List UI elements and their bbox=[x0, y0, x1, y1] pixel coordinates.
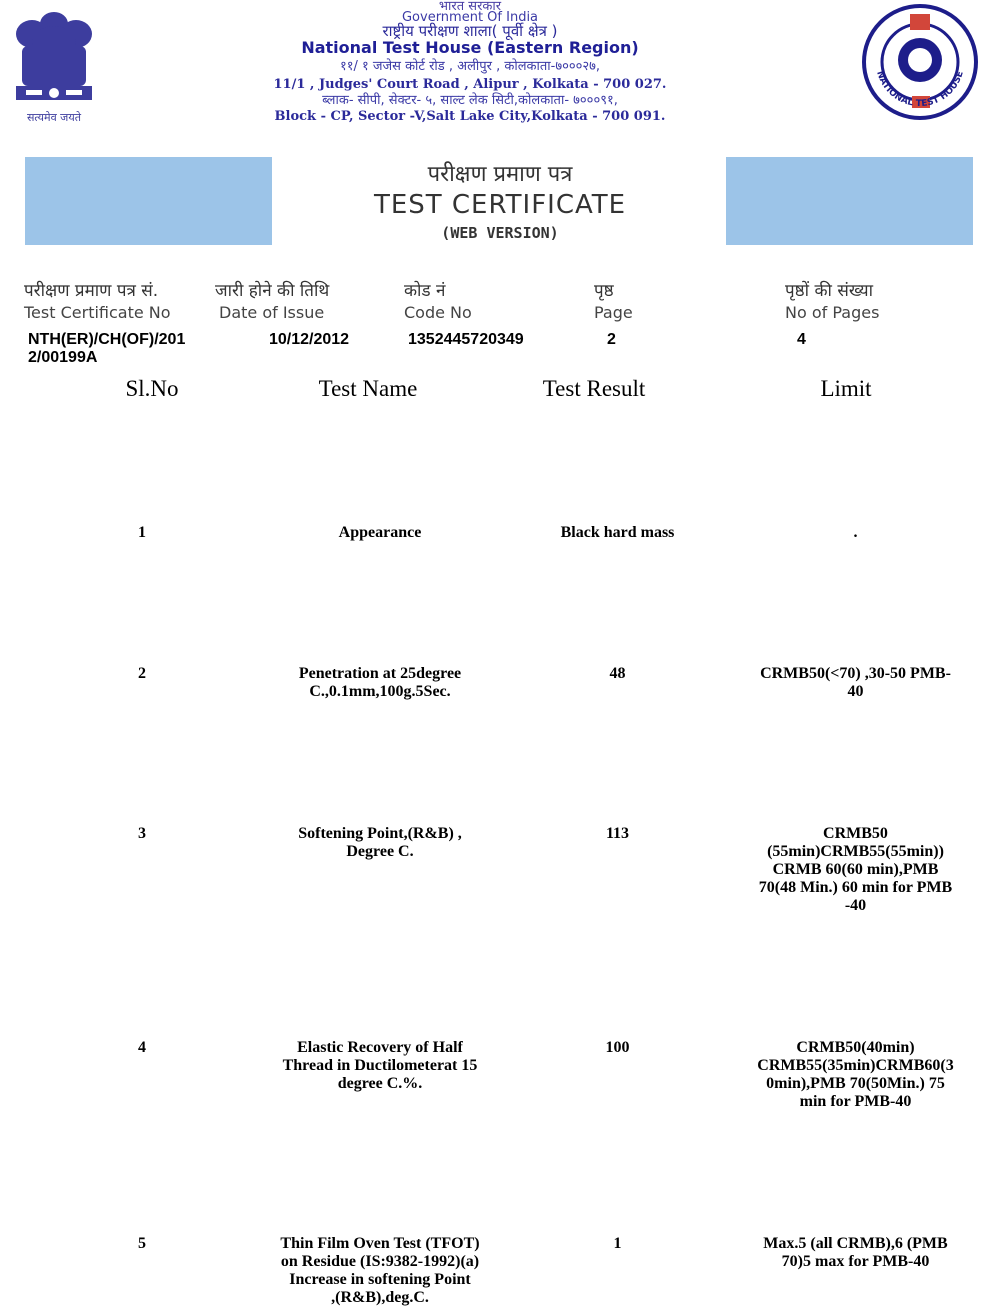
row-test-result bbox=[520, 665, 715, 683]
test-name-line: Penetration at 25degree bbox=[298, 665, 462, 682]
seal-text: NATIONAL TEST HOUSE bbox=[874, 69, 966, 110]
row-test-name bbox=[255, 825, 505, 861]
limit-line: CRMB50(<70) ,30-50 PMB- bbox=[760, 665, 951, 682]
page-label-hindi: पृष्ठ bbox=[594, 281, 614, 301]
page-title: TEST CERTIFICATE bbox=[373, 190, 627, 220]
letterhead-address-2: Block - CP, Sector -V,Salt Lake City,Kolkata - 700 091. bbox=[274, 109, 666, 124]
emblem-motto: सत्यमेव जयते bbox=[26, 111, 82, 124]
letterhead-institution-name: National Test House (Eastern Region) bbox=[301, 38, 639, 57]
header-test-name: Test Name bbox=[318, 376, 418, 401]
limit-line: 70)5 max for PMB-40 bbox=[781, 1253, 930, 1270]
date-label: Date of Issue bbox=[219, 303, 325, 322]
row-limit bbox=[738, 825, 973, 915]
letterhead-hindi-institution: राष्ट्रीय परीक्षण शाला( पूर्वी क्षेत्र ) bbox=[382, 22, 558, 40]
limit-line: CRMB50 bbox=[823, 825, 888, 842]
row-limit bbox=[738, 665, 973, 701]
pages-label-hindi: पृष्ठों की संख्या bbox=[785, 281, 874, 301]
limit-line: CRMB55(35min)CRMB60(3 bbox=[757, 1057, 954, 1074]
letterhead-hindi-address-1: ११/ १ जजेस कोर्ट रोड , अलीपुर , कोलकाता-७०००२७, bbox=[339, 59, 601, 74]
national-emblem-logo bbox=[2, 2, 106, 126]
letterhead-hindi-address-2: ब्लाक- सीपी, सेक्टर- ५, साल्ट लेक सिटी,कोलकाता- ७०००९१, bbox=[322, 93, 618, 108]
title-band-left bbox=[25, 157, 272, 245]
row-limit bbox=[738, 524, 973, 542]
letterhead-hindi-government: भारत सरकार bbox=[438, 0, 502, 14]
ntn-seal-logo bbox=[856, 2, 984, 122]
test-name-line: Thread in Ductilometerat 15 bbox=[282, 1057, 478, 1074]
limit-line: CRMB50(40min) bbox=[796, 1039, 915, 1056]
code-label-hindi: कोड नं bbox=[404, 281, 446, 301]
title-band-right bbox=[726, 157, 973, 245]
pages-value: 4 bbox=[797, 331, 806, 348]
test-result-line: 48 bbox=[609, 665, 626, 682]
test-name-line: Appearance bbox=[338, 524, 422, 541]
row-test-result bbox=[520, 825, 715, 843]
limit-line: CRMB 60(60 min),PMB bbox=[772, 861, 939, 878]
page-label: Page bbox=[594, 303, 633, 322]
title-web-version: (WEB VERSION) bbox=[441, 224, 559, 242]
row-test-name bbox=[255, 1235, 505, 1307]
cert-no-value-line1: NTH(ER)/CH(OF)/201 bbox=[28, 331, 186, 348]
limit-line: 70(48 Min.) 60 min for PMB bbox=[758, 879, 953, 896]
test-name-line: Thin Film Oven Test (TFOT) bbox=[280, 1235, 480, 1252]
row-sl-no: 5 bbox=[138, 1235, 146, 1252]
cert-no-label: Test Certificate No bbox=[24, 303, 171, 322]
letterhead-address-1: 11/1 , Judges' Court Road , Alipur , Kolkata - 700 027. bbox=[273, 77, 667, 92]
test-result-line: 113 bbox=[605, 825, 630, 842]
row-limit bbox=[738, 1235, 973, 1271]
limit-line: . bbox=[853, 524, 858, 541]
row-sl-no: 1 bbox=[138, 524, 146, 541]
row-limit bbox=[738, 1039, 973, 1111]
test-name-line: Degree C. bbox=[346, 843, 414, 860]
code-label: Code No bbox=[404, 303, 472, 322]
row-sl-no: 4 bbox=[138, 1039, 146, 1056]
pages-label: No of Pages bbox=[785, 303, 880, 322]
limit-line: (55min)CRMB55(55min)) bbox=[767, 843, 944, 860]
limit-line: Max.5 (all CRMB),6 (PMB bbox=[763, 1235, 948, 1252]
code-value: 1352445720349 bbox=[408, 331, 524, 348]
row-test-name bbox=[255, 524, 505, 542]
test-name-line: Elastic Recovery of Half bbox=[297, 1039, 463, 1056]
test-result-line: 1 bbox=[613, 1235, 622, 1252]
limit-line: 40 bbox=[847, 683, 864, 700]
limit-line: 0min),PMB 70(50Min.) 75 bbox=[766, 1075, 945, 1092]
page-value: 2 bbox=[607, 331, 616, 348]
row-test-name bbox=[255, 665, 505, 701]
cert-no-value-line2: 2/00199A bbox=[28, 349, 98, 366]
row-sl-no: 2 bbox=[138, 665, 146, 682]
row-test-name bbox=[255, 1039, 505, 1093]
header-test-result: Test Result bbox=[542, 376, 646, 401]
date-value: 10/12/2012 bbox=[269, 331, 350, 348]
row-sl-no: 3 bbox=[138, 825, 146, 842]
limit-line: -40 bbox=[844, 897, 867, 914]
test-name-line: ,(R&B),deg.C. bbox=[331, 1289, 429, 1306]
row-test-result bbox=[520, 1039, 715, 1057]
title-hindi: परीक्षण प्रमाण पत्र bbox=[427, 162, 573, 187]
letterhead-government: Government Of India bbox=[401, 10, 539, 25]
header-sl-no: Sl.No bbox=[125, 376, 179, 401]
test-name-line: C.,0.1mm,100g.5Sec. bbox=[309, 683, 451, 700]
limit-line: min for PMB-40 bbox=[799, 1093, 912, 1110]
test-name-line: Increase in softening Point bbox=[289, 1271, 471, 1288]
test-result-line: Black hard mass bbox=[560, 524, 675, 541]
test-name-line: on Residue (IS:9382-1992)(a) bbox=[280, 1253, 480, 1270]
header-limit: Limit bbox=[820, 376, 872, 401]
date-label-hindi: जारी होने की तिथि bbox=[215, 281, 330, 301]
test-name-line: degree C.%. bbox=[337, 1075, 423, 1092]
row-test-result bbox=[520, 1235, 715, 1253]
test-result-line: 100 bbox=[605, 1039, 630, 1056]
test-name-line: Softening Point,(R&B) , bbox=[298, 825, 462, 842]
row-test-result bbox=[520, 524, 715, 542]
cert-no-label-hindi: परीक्षण प्रमाण पत्र सं. bbox=[24, 281, 159, 301]
